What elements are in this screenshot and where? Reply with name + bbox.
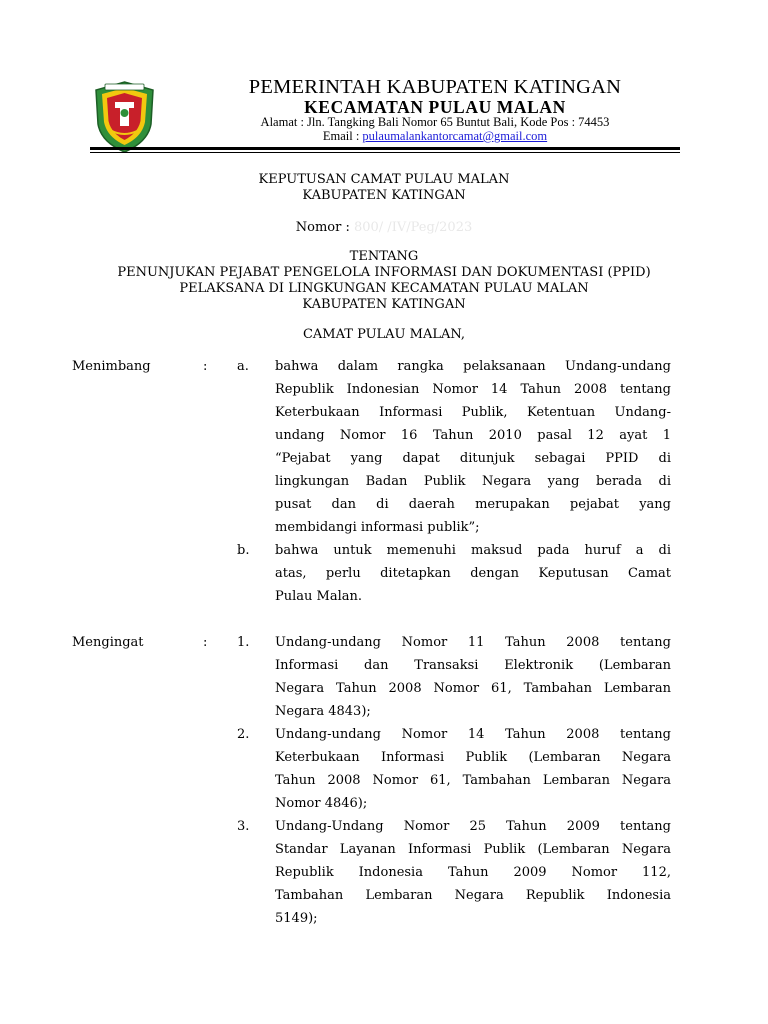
district-heading: KECAMATAN PULAU MALAN [304,97,566,117]
tentang-heading: TENTANG [349,249,419,264]
text-line: Standar Layanan Informasi Publik (Lembaran Negara [275,842,671,857]
office-email-line [185,129,685,144]
decree-number [60,220,708,236]
letterhead-rule-thick [90,147,680,150]
text-line: bahwa untuk memenuhi maksud pada huruf a di [275,543,671,558]
text-line: Keterbukaan Informasi Publik, Ketentuan Undang- [275,405,671,420]
mengingat-colon: : [203,635,208,650]
subject-line-1: PENUNJUKAN PEJABAT PENGELOLA INFORMASI DAN DOKUMENTASI (PPID) [117,265,651,280]
text-line: Pulau Malan. [275,589,363,604]
mengingat-item-2 [275,723,671,815]
menimbang-item-b-marker: b. [237,543,250,558]
mengingat-item-1 [275,631,671,723]
text-line: Republik Indonesian Nomor 14 Tahun 2008 tentang [275,382,671,397]
text-line: Informasi dan Transaksi Elektronik (Lembaran [275,658,671,673]
text-line: “Pejabat yang dapat ditunjuk sebagai PPID di [275,451,671,466]
text-line: Tahun 2008 Nomor 61, Tambahan Lembaran Negara [275,773,671,788]
decree-number-value: 800/ /IV/Peg/2023 [353,220,473,235]
text-line: 5149); [275,911,318,926]
mengingat-label: Mengingat [72,635,144,650]
text-line: pusat dan di daerah merupakan pejabat yang [275,497,671,512]
decree-title: KEPUTUSAN CAMAT PULAU MALAN [258,172,510,187]
katingan-emblem-icon [93,80,156,154]
text-line: Undang-undang Nomor 14 Tahun 2008 tentang [275,727,671,742]
menimbang-label: Menimbang [72,359,151,374]
mengingat-item-1-marker: 1. [237,635,250,650]
mengingat-item-3 [275,815,671,930]
subject-line-3: KABUPATEN KATINGAN [302,297,466,312]
text-line: Negara 4843); [275,704,371,719]
menimbang-item-b [275,539,671,608]
text-line: Republik Indonesia Tahun 2009 Nomor 112, [275,865,671,880]
letterhead-rule-thin [90,152,680,153]
mengingat-item-2-marker: 2. [237,727,250,742]
decree-number-label: Nomor : [295,220,350,235]
text-line: Tambahan Lembaran Negara Republik Indonesia [275,888,671,903]
email-label: Email : [322,129,360,143]
text-line: membidangi informasi publik”; [275,520,480,535]
text-line: lingkungan Badan Publik Negara yang berada di [275,474,671,489]
menimbang-item-a-marker: a. [237,359,249,374]
email-link[interactable]: pulaumalankantorcamat@gmail.com [362,129,548,143]
text-line: Undang-Undang Nomor 25 Tahun 2009 tentang [275,819,671,834]
text-line: Nomor 4846); [275,796,368,811]
issuer-heading: CAMAT PULAU MALAN, [302,327,466,342]
text-line: bahwa dalam rangka pelaksanaan Undang-undang [275,359,671,374]
text-line: Keterbukaan Informasi Publik (Lembaran Negara [275,750,671,765]
mengingat-item-3-marker: 3. [237,819,250,834]
text-line: Undang-undang Nomor 11 Tahun 2008 tentang [275,635,671,650]
decree-title-regency: KABUPATEN KATINGAN [302,188,466,203]
menimbang-colon: : [203,359,208,374]
text-line: Negara Tahun 2008 Nomor 61, Tambahan Lembaran [275,681,671,696]
subject-line-2: PELAKSANA DI LINGKUNGAN KECAMATAN PULAU MALAN [179,281,589,296]
government-heading: PEMERINTAH KABUPATEN KATINGAN [248,76,622,98]
text-line: undang Nomor 16 Tahun 2010 pasal 12 ayat 1 [275,428,671,443]
menimbang-item-a [275,355,671,539]
text-line: atas, perlu ditetapkan dengan Keputusan Camat [275,566,671,581]
office-address: Alamat : Jln. Tangking Bali Nomor 65 Buntut Bali, Kode Pos : 74453 [260,115,610,129]
